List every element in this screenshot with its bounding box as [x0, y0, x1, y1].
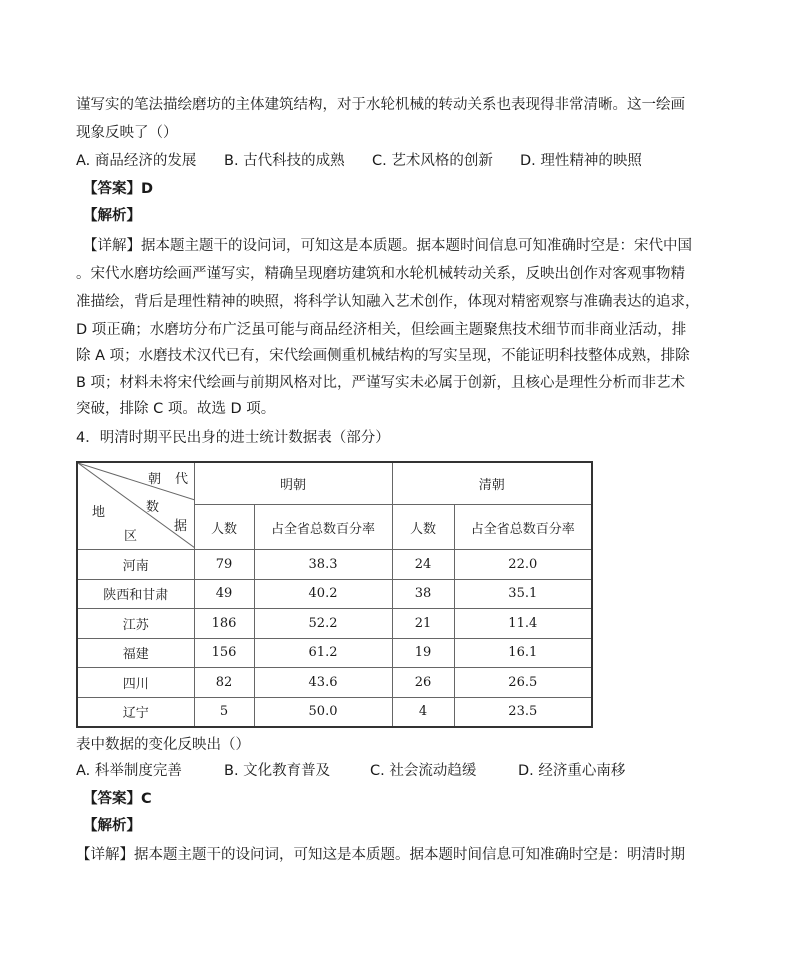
q3-option-b: B. 古代科技的成熟: [224, 153, 345, 169]
subheader-qing-pct: 占全省总数百分率: [454, 505, 592, 550]
header-ming: 明朝: [194, 462, 392, 505]
cell-qing-pct: 11.4: [454, 609, 592, 639]
table-corner-header: [77, 462, 194, 550]
q4-question: 表中数据的变化反映出（）: [76, 737, 250, 753]
q3-detail-line-1: 【详解】据本题主题干的设问词，可知这是本质题。据本题时间信息可知准确时空是：宋代中国: [83, 238, 692, 254]
cell-ming-count: 79: [194, 550, 254, 580]
subheader-ming-count: 人数: [194, 505, 254, 550]
cell-qing-pct: 16.1: [454, 638, 592, 668]
q3-stem-line-2: 现象反映了（）: [76, 125, 178, 141]
cell-region: 福建: [77, 638, 194, 668]
cell-qing-count: 21: [392, 609, 454, 639]
q3-option-d: D. 理性精神的映照: [520, 153, 642, 169]
cell-region: 陕西和甘肃: [77, 579, 194, 609]
cell-qing-count: 4: [392, 697, 454, 727]
cell-qing-count: 26: [392, 668, 454, 698]
table-row: [77, 638, 592, 668]
cell-qing-pct: 26.5: [454, 668, 592, 698]
cell-ming-pct: 61.2: [254, 638, 392, 668]
subheader-ming-pct: 占全省总数百分率: [254, 505, 392, 550]
cell-ming-pct: 52.2: [254, 609, 392, 639]
header-qing: 清朝: [392, 462, 592, 505]
cell-ming-count: 82: [194, 668, 254, 698]
q4-detail-line-1: 【详解】据本题主题干的设问词，可知这是本质题。据本题时间信息可知准确时空是：明清时期: [76, 847, 685, 863]
q3-analysis-label: 【解析】: [83, 208, 141, 224]
q4-option-a: A. 科举制度完善: [76, 763, 182, 779]
cell-ming-count: 156: [194, 638, 254, 668]
corner-label-dai: 代: [175, 472, 189, 487]
table-row: [77, 697, 592, 727]
q4-analysis-label: 【解析】: [83, 818, 141, 834]
cell-qing-pct: 23.5: [454, 697, 592, 727]
cell-qing-count: 19: [392, 638, 454, 668]
cell-region: 江苏: [77, 609, 194, 639]
subheader-qing-count: 人数: [392, 505, 454, 550]
q4-title: 4．明清时期平民出身的进士统计数据表（部分）: [76, 430, 390, 446]
cell-qing-pct: 35.1: [454, 579, 592, 609]
cell-ming-count: 186: [194, 609, 254, 639]
q4-option-b: B. 文化教育普及: [224, 763, 331, 779]
q4-option-c: C. 社会流动趋缓: [370, 763, 477, 779]
table-row: [77, 550, 592, 580]
q3-detail-line-4: D 项正确；水磨坊分布广泛虽可能与商品经济相关，但绘画主题聚焦技术细节而非商业活动，排: [76, 322, 687, 338]
cell-ming-pct: 50.0: [254, 697, 392, 727]
q3-detail-line-2: 。宋代水磨坊绘画严谨写实，精确呈现磨坊建筑和水轮机械转动关系，反映出创作对客观事物精: [76, 266, 685, 282]
q4-option-d: D. 经济重心南移: [518, 763, 626, 779]
cell-region: 河南: [77, 550, 194, 580]
table-row: [77, 609, 592, 639]
q3-option-c: C. 艺术风格的创新: [372, 153, 493, 169]
cell-qing-pct: 22.0: [454, 550, 592, 580]
q3-detail-line-5: 除 A 项；水磨技术汉代已有，宋代绘画侧重机械结构的写实呈现，不能证明科技整体成熟，排除: [76, 348, 690, 364]
cell-ming-pct: 40.2: [254, 579, 392, 609]
cell-qing-count: 38: [392, 579, 454, 609]
q3-stem-line-1: 谨写实的笔法描绘磨坊的主体建筑结构，对于水轮机械的转动关系也表现得非常清晰。这一绘画: [76, 97, 685, 113]
q3-detail-line-6: B 项；材料未将宋代绘画与前期风格对比，严谨写实未必属于创新，且核心是理性分析而非艺术: [76, 375, 686, 391]
table-row: [77, 668, 592, 698]
q3-detail-line-7: 突破，排除 C 项。故选 D 项。: [76, 401, 276, 417]
q3-option-a: A. 商品经济的发展: [76, 153, 197, 169]
q3-detail-line-3: 准描绘，背后是理性精神的映照，将科学认知融入艺术创作，体现对精密观察与准确表达的追求，: [76, 294, 700, 310]
cell-ming-pct: 43.6: [254, 668, 392, 698]
q3-answer: 【答案】D: [83, 181, 154, 197]
corner-label-shu: 数: [146, 500, 160, 515]
jinshi-data-table: [76, 461, 591, 722]
q4-answer: 【答案】C: [83, 791, 152, 807]
corner-label-chao: 朝: [148, 472, 162, 487]
cell-ming-count: 49: [194, 579, 254, 609]
cell-ming-count: 5: [194, 697, 254, 727]
cell-qing-count: 24: [392, 550, 454, 580]
cell-ming-pct: 38.3: [254, 550, 392, 580]
cell-region: 辽宁: [77, 697, 194, 727]
corner-label-di: 地: [92, 505, 106, 520]
corner-label-qu: 区: [124, 529, 138, 544]
table-row: [77, 579, 592, 609]
cell-region: 四川: [77, 668, 194, 698]
corner-label-ju: 据: [174, 519, 188, 534]
